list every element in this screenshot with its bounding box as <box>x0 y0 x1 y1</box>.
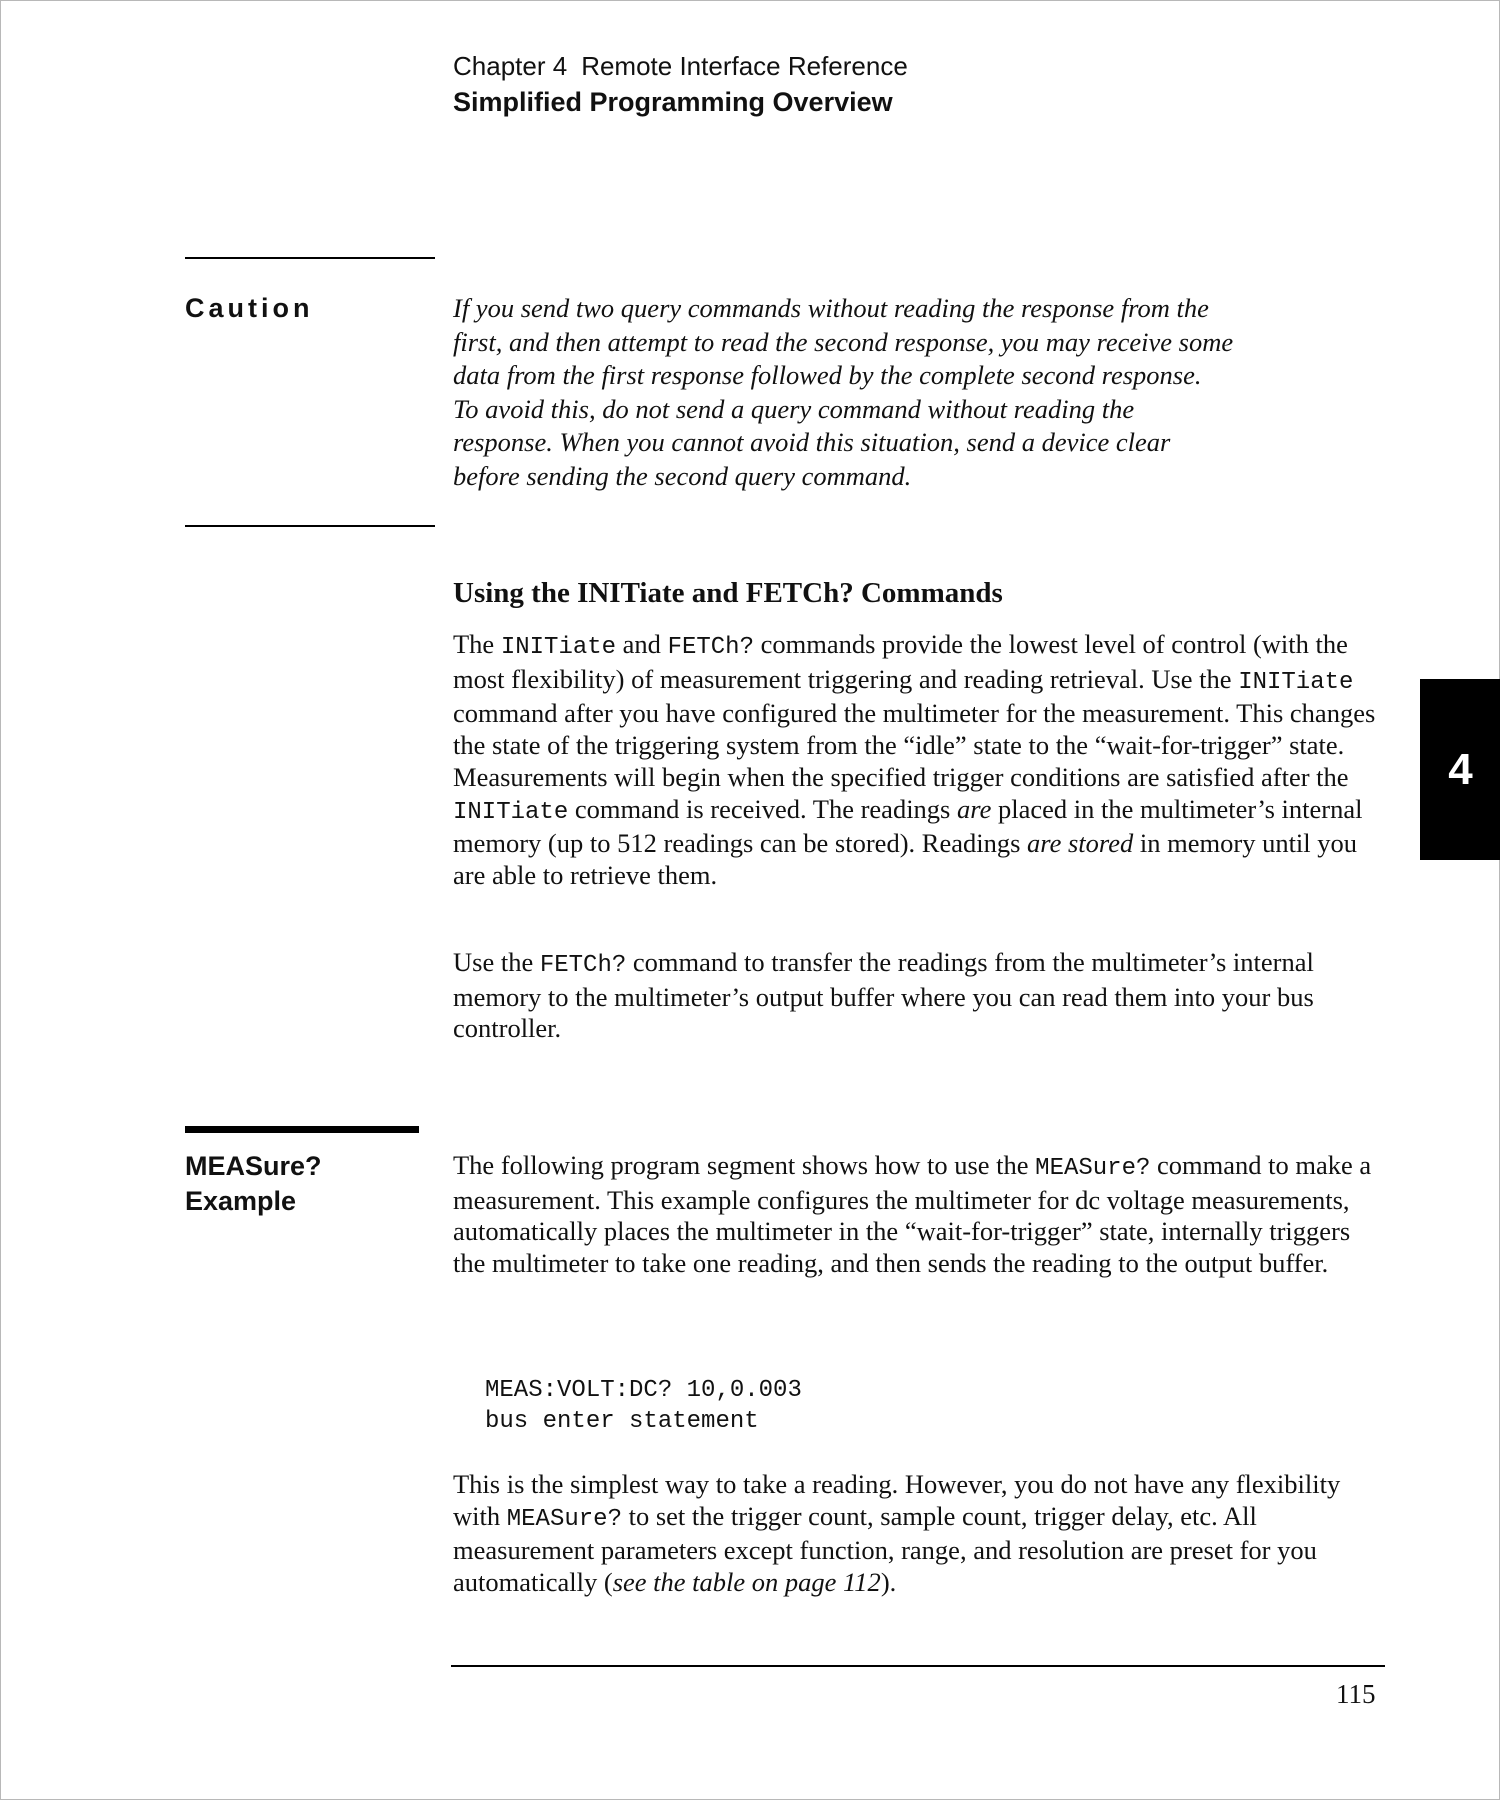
caution-label: Caution <box>185 293 314 323</box>
section-heading-initiate-fetch: Using the INITiate and FETCh? Commands <box>453 577 1003 609</box>
caution-line: response. When you cannot avoid this situation, send a device clear <box>453 427 1171 457</box>
page-number: 115 <box>1336 1679 1376 1709</box>
emphasis: are stored <box>1027 828 1134 859</box>
code-measure: MEASure? <box>1035 1155 1151 1182</box>
footer-rule <box>451 1665 1385 1667</box>
measure-example-label <box>185 1149 322 1219</box>
emphasis: are <box>957 793 992 824</box>
measure-paragraph: The following program segment shows how to use the MEASure? command to make a measurement. This example configures the multimeter for dc voltage measurements, automatically places the multimeter in the “wait-for-trigger” state, internally triggers the multimeter to take one reading, and then sends the reading to the output buffer. <box>453 1150 1372 1279</box>
chapter-thumb-tab: 4 <box>1420 679 1500 860</box>
fetch-paragraph: Use the FETCh? command to transfer the readings from the multimeter’s internal memory to the multimeter’s output buffer where you can read them into your bus controller. <box>453 947 1314 1044</box>
page-reference: see the table on page 112 <box>612 1567 881 1598</box>
initiate-paragraph: The INITiate and FETCh? commands provide the lowest level of control (with the most flexibility) of measurement triggering and reading retrieval. Use the INITiate command after you have configured the multimeter for the measurement. This changes the state of the triggering system from the “idle” state to the “wait-for-trigger” state. Measurements will begin when the specified trigger conditions are satisfied after the INITiate command is received. The readings are placed in the multimeter’s internal memory (up to 512 readings can be stored). Readings are stored in memory until you are able to retrieve them. <box>453 629 1376 890</box>
running-header-section: Simplified Programming Overview <box>453 87 893 117</box>
caution-line: before sending the second query command. <box>453 460 912 491</box>
caution-line: If you send two query commands without reading the response from the <box>453 293 1209 323</box>
chapter-number: Chapter 4 <box>453 51 568 81</box>
code-initiate: INITiate <box>500 634 617 661</box>
caution-line: data from the first response followed by the complete second response. <box>453 360 1202 390</box>
caution-bottom-rule <box>185 525 435 527</box>
measure-label-line2: Example <box>185 1186 297 1216</box>
chapter-title: Remote Interface Reference <box>581 51 908 81</box>
measure-section-rule <box>185 1126 419 1133</box>
code-fetch: FETCh? <box>667 634 754 661</box>
caution-line: To avoid this, do not send a query command without reading the <box>453 393 1135 424</box>
code-initiate: INITiate <box>1238 668 1354 696</box>
measure-label-line1: MEASure? <box>185 1151 322 1181</box>
caution-top-rule <box>185 257 435 259</box>
measure-summary-paragraph: This is the simplest way to take a reading. However, you do not have any flexibility with MEASure? to set the trigger count, sample count, trigger delay, etc. All measurement parameters except function, range, and resolution are preset for you automatically (see the table on page 112). <box>453 1469 1341 1598</box>
code-line: MEAS:VOLT:DC? 10,0.003 <box>485 1377 802 1404</box>
caution-text <box>453 292 1383 493</box>
code-example-block <box>485 1375 802 1437</box>
caution-line: first, and then attempt to read the second response, you may receive some <box>453 326 1234 357</box>
code-measure: MEASure? <box>506 1505 622 1533</box>
code-fetch: FETCh? <box>539 952 627 979</box>
code-initiate: INITiate <box>453 798 569 826</box>
code-line: bus enter statement <box>485 1408 759 1435</box>
running-header-chapter <box>453 51 908 82</box>
